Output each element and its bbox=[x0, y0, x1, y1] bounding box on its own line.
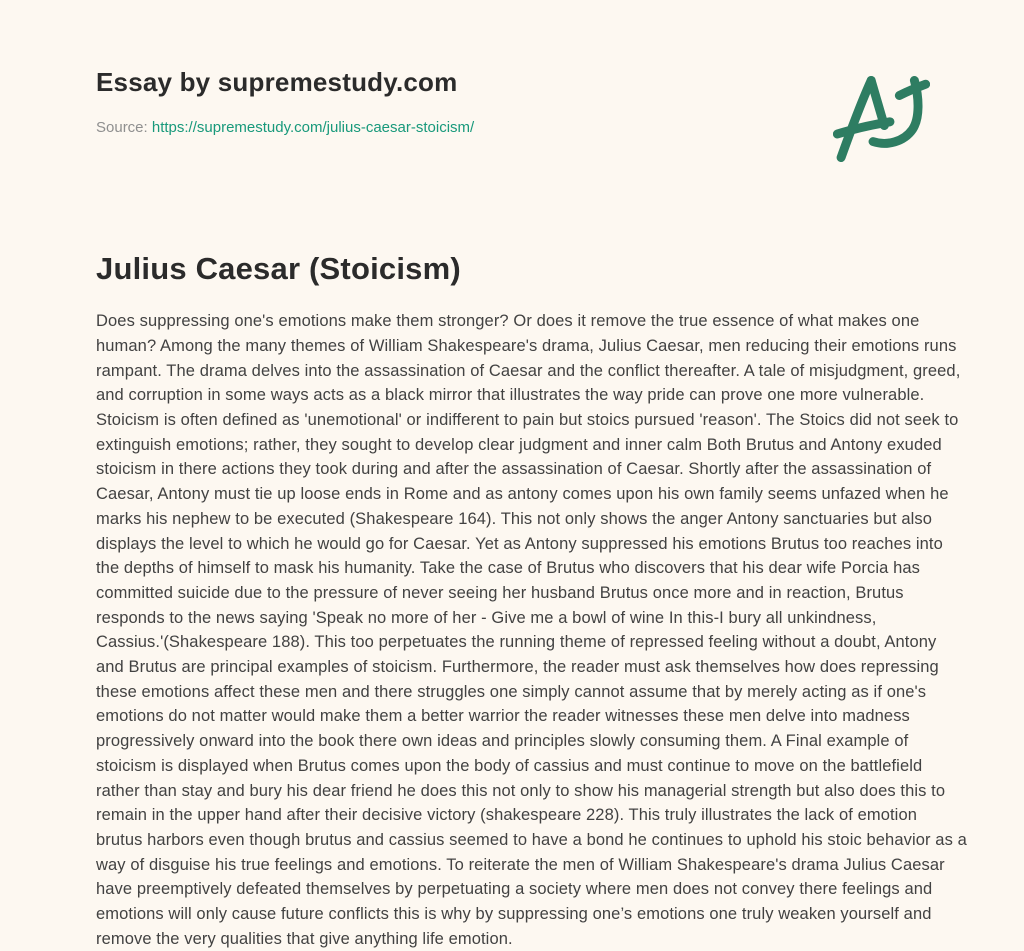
essay-body-line: human? Among the many themes of William Shakespeare's drama, Julius Caesar, men reducing their emotions runs bbox=[96, 336, 957, 355]
essay-body-line: stoicism in there actions they took during and after the assassination of Caesar. Shortly after the assassination of bbox=[96, 460, 932, 479]
essay-body-line: Caesar, Antony must tie up loose ends in Rome and as antony comes upon his own family seems unfazed when he bbox=[96, 485, 949, 504]
essay-body-line: emotions do not matter would make them a better warrior the reader witnesses these men delve into madness bbox=[96, 707, 910, 726]
essay-body-line: Cassius.'(Shakespeare 188). This too perpetuates the running theme of repressed feeling without a doubt, Antony bbox=[96, 633, 937, 652]
logo-plus-bar bbox=[899, 84, 925, 95]
essay-body-line: Does suppressing one's emotions make them stronger? Or does it remove the true essence of what makes one bbox=[96, 312, 920, 331]
essay-body-line: have preemptively defeated themselves by perpetuating a society where men does not convey there feelings and bbox=[96, 880, 933, 899]
essay-body-line: the depths of himself to mask his humanity. Take the case of Brutus who discovers that his dear wife Porcia has bbox=[96, 559, 920, 578]
essay-title: Julius Caesar (Stoicism) bbox=[96, 251, 461, 286]
essay-body-line: Stoicism is often defined as 'unemotional' or indifferent to pain but stoics pursued 'reason'. The Stoics did not seek to bbox=[96, 411, 959, 429]
a-plus-logo-icon bbox=[833, 72, 930, 166]
essay-body-line: displays the level to which he would go for Caesar. Yet as Antony suppressed his emotions Brutus too reaches into bbox=[96, 534, 943, 553]
essay-body-line: rampant. The drama delves into the assassination of Caesar and the conflict thereafter. A tale of misjudgment, greed, bbox=[96, 361, 961, 380]
essay-body-line: emotions will only cause future conflicts this is why by suppressing one’s emotions one truly weaken yourself and bbox=[96, 905, 932, 924]
essay-body-line: these emotions affect these men and there struggles one simply cannot assume that by merely acting as if one's bbox=[96, 682, 927, 701]
essay-body-line: and corruption in some ways acts as a black mirror that illustrates the way pride can prove one more vulnerable. bbox=[96, 386, 925, 405]
source-line bbox=[96, 119, 474, 136]
header-text-block bbox=[96, 66, 474, 136]
essay-body-line: and Brutus are principal examples of stoicism. Furthermore, the reader must ask themselves how does repressing bbox=[96, 658, 939, 677]
essay-body-line: progressively onward into the book there own ideas and principles slowly consuming them. A Final example of bbox=[96, 732, 909, 751]
essay-body-line: brutus harbors even though brutus and cassius seemed to have a bond he continues to uphold his stoic behavior as a bbox=[96, 830, 967, 849]
essay-body-line: way of disguise his true feelings and emotions. To reiterate the men of William Shakespeare's drama Julius Caesar bbox=[96, 855, 945, 874]
essay-body-line: responds to the news saying 'Speak no more of her - Give me a bowl of wine In this-I bury all unkindness, bbox=[96, 608, 877, 627]
essay-body-line: marks his nephew to be executed (Shakespeare 164). This not only shows the anger Antony sanctuaries but also bbox=[96, 509, 932, 528]
logo-a-left-leg bbox=[841, 80, 871, 157]
essay-body-line: remove the very qualities that give anything life emotion. bbox=[96, 929, 513, 948]
source-label: Source: bbox=[96, 118, 148, 136]
essay-body-line: rather than stay and bury his dear friend he does this not only to show his managerial strength but also does this to bbox=[96, 781, 946, 800]
page-header bbox=[96, 66, 930, 166]
essay-body-line: stoicism is displayed when Brutus comes upon the body of cassius and must continue to move on the battlefield bbox=[96, 756, 923, 775]
essay-body-line: remain in the upper hand after their decisive victory (shakespeare 228). This truly illustrates the lack of emotion bbox=[96, 806, 918, 825]
essay-body-line: extinguish emotions; rather, they sought to develop clear judgment and inner calm Both Brutus and Antony exuded bbox=[96, 435, 942, 454]
essay-body bbox=[96, 309, 967, 951]
source-link[interactable]: https://supremestudy.com/julius-caesar-stoicism/ bbox=[151, 118, 475, 136]
essay-body-line: committed suicide due to the pressure of never seeing her husband Brutus once more and in reaction, Brutus bbox=[96, 583, 904, 602]
site-title: Essay by supremestudy.com bbox=[96, 67, 458, 97]
